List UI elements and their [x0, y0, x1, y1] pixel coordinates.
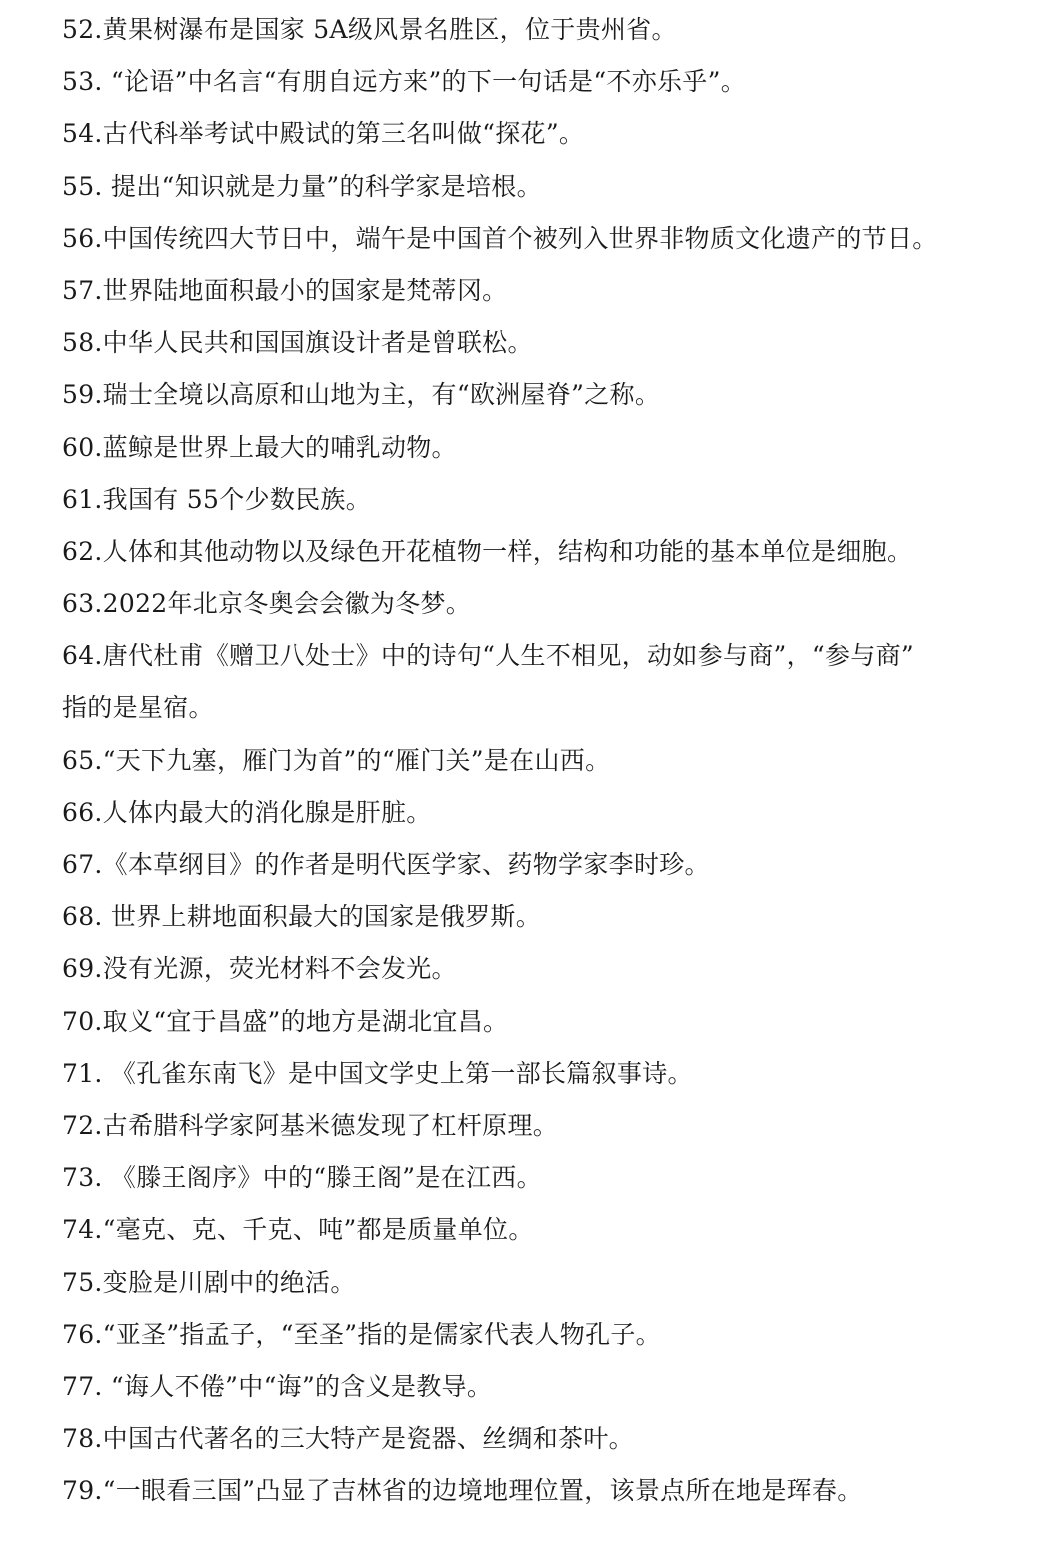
text-line-60: 60.蓝鲸是世界上最大的哺乳动物。 — [62, 432, 457, 462]
text-line-57: 57.世界陆地面积最小的国家是梵蒂冈。 — [62, 275, 508, 305]
text-line-63: 63.2022年北京冬奥会会徽为冬梦。 — [62, 589, 472, 619]
text-line-67: 67.《本草纲目》的作者是明代医学家、药物学家李时珍。 — [62, 850, 710, 879]
text-line-72: 72.古希腊科学家阿基米德发现了杠杆原理。 — [62, 1110, 559, 1140]
text-line-70: 70.取义“宜于昌盛”的地方是湖北宜昌。 — [62, 1006, 509, 1036]
text-line-68: 68. 世界上耕地面积最大的国家是俄罗斯。 — [62, 902, 542, 932]
text-line-71: 71. 《孔雀东南飞》是中国文学史上第一部长篇叙事诗。 — [62, 1058, 693, 1088]
text-line-56: 56.中国传统四大节日中，端午是中国首个被列入世界非物质文化遗产的节日。 — [62, 223, 938, 253]
document-page — [62, 4, 1037, 1517]
text-line-55: 55. 提出“知识就是力量”的科学家是培根。 — [62, 171, 542, 201]
text-line-65: 65.“天下九塞，雁门为首”的“雁门关”是在山西。 — [62, 745, 611, 775]
text-line-64-cont: 指的是星宿。 — [62, 693, 214, 723]
text-line-64: 64.唐代杜甫《赠卫八处士》中的诗句“人生不相见，动如参与商”，“参与商” — [62, 641, 914, 671]
text-line-59: 59.瑞士全境以高原和山地为主，有“欧洲屋脊”之称。 — [62, 380, 661, 410]
text-line-73: 73. 《滕王阁序》中的“滕王阁”是在江西。 — [62, 1163, 542, 1193]
text-line-53: 53. “论语”中名言“有朋自远方来”的下一句话是“不亦乐乎”。 — [62, 67, 746, 97]
text-line-76: 76.“亚圣”指孟子，“至圣”指的是儒家代表人物孔子。 — [62, 1319, 661, 1349]
text-line-78: 78.中国古代著名的三大特产是瓷器、丝绸和茶叶。 — [62, 1424, 634, 1454]
text-line-54: 54.古代科举考试中殿试的第三名叫做“探花”。 — [62, 119, 585, 149]
text-line-58: 58.中华人民共和国国旗设计者是曾联松。 — [62, 328, 533, 358]
text-line-75: 75.变脸是川剧中的绝活。 — [62, 1267, 356, 1297]
text-line-79: 79.“一眼看三国”凸显了吉林省的边境地理位置，该景点所在地是珲春。 — [62, 1476, 863, 1506]
text-line-69: 69.没有光源，荧光材料不会发光。 — [62, 954, 457, 984]
text-line-61: 61.我国有 55个少数民族。 — [62, 484, 372, 514]
text-line-66: 66.人体内最大的消化腺是肝脏。 — [62, 797, 432, 827]
text-line-77: 77. “诲人不倦”中“诲”的含义是教导。 — [62, 1371, 493, 1401]
text-line-52: 52.黄果树瀑布是国家 5A级风景名胜区，位于贵州省。 — [62, 15, 677, 44]
text-line-62: 62.人体和其他动物以及绿色开花植物一样，结构和功能的基本单位是细胞。 — [62, 536, 913, 566]
text-line-74: 74.“毫克、克、千克、吨”都是质量单位。 — [62, 1215, 534, 1245]
